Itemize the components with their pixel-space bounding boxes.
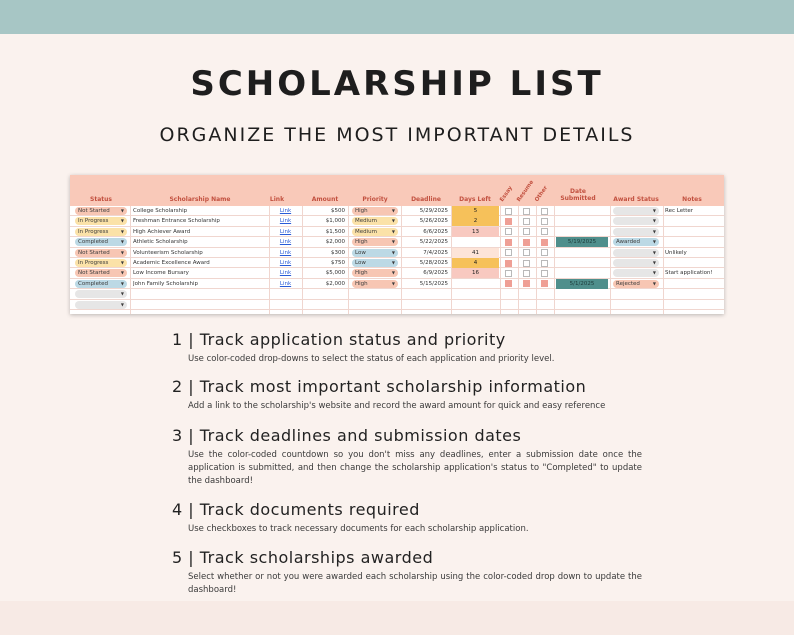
priority-dropdown[interactable]	[352, 228, 398, 236]
step-3	[172, 426, 642, 488]
other-checkbox[interactable]	[541, 239, 548, 246]
grid-line	[663, 206, 664, 314]
days-left: 16	[452, 268, 499, 278]
step-description: Add a link to the scholarship's website and record the award amount for quick and easy reference	[188, 401, 606, 411]
table-row	[70, 300, 724, 310]
priority-dropdown-value: Medium	[355, 228, 377, 235]
header-essay: Essay	[499, 185, 515, 203]
header-other: Other	[534, 185, 550, 203]
page-title: SCHOLARSHIP LIST	[190, 64, 604, 104]
grid-line	[269, 206, 270, 314]
status-dropdown-value: In Progress	[78, 260, 109, 266]
essay-checkbox[interactable]	[505, 280, 512, 287]
priority-dropdown-value: Low	[355, 249, 366, 256]
table-row	[70, 206, 724, 216]
status-dropdown-value: Not Started	[78, 249, 110, 256]
dropdown-arrow-icon: ▼	[652, 208, 656, 213]
dropdown-arrow-icon: ▼	[652, 280, 656, 286]
table-row	[70, 289, 724, 299]
priority-dropdown-value: High	[355, 270, 368, 277]
scholarship-link[interactable]: Link	[279, 218, 292, 225]
resume-checkbox[interactable]	[523, 218, 530, 225]
amount: $2,000	[325, 239, 345, 246]
notes: Start application!	[665, 270, 713, 277]
scholarship-name: College Scholarship	[133, 208, 188, 214]
resume-checkbox[interactable]	[523, 208, 530, 215]
dropdown-arrow-icon: ▼	[120, 291, 124, 297]
table-row	[70, 216, 724, 226]
priority-dropdown[interactable]	[352, 280, 398, 288]
grid-line	[518, 206, 519, 314]
step-1	[172, 330, 642, 366]
notes: Unlikely	[665, 249, 687, 256]
grid-line	[536, 206, 537, 314]
status-dropdown[interactable]	[75, 207, 127, 215]
header-resume: Resume	[516, 179, 536, 203]
deadline: 7/4/2025	[423, 249, 448, 256]
amount: $500	[331, 208, 345, 214]
days-left: 5	[452, 206, 499, 216]
priority-dropdown-value: High	[355, 280, 368, 287]
step-2	[172, 377, 642, 413]
status-dropdown[interactable]	[75, 301, 127, 309]
sheet-header-row	[70, 175, 724, 206]
table-row	[70, 227, 724, 237]
table-row	[70, 248, 724, 258]
dropdown-arrow-icon: ▼	[652, 249, 656, 255]
header-amount: Amount	[311, 196, 339, 203]
scholarship-link[interactable]: Link	[279, 208, 292, 214]
award-status-dropdown-value: Awarded	[616, 239, 640, 246]
status-dropdown-value: Not Started	[78, 270, 110, 277]
deadline: 5/29/2025	[419, 208, 448, 214]
status-dropdown-value: Completed	[78, 280, 108, 287]
step-4	[172, 500, 642, 536]
table-row	[70, 237, 724, 247]
dropdown-arrow-icon: ▼	[120, 270, 124, 276]
dropdown-arrow-icon: ▼	[120, 260, 124, 265]
status-dropdown[interactable]	[75, 228, 127, 236]
deadline: 6/6/2025	[423, 228, 448, 235]
step-heading: 2 | Track most important scholarship information	[172, 377, 587, 396]
header-award-status: Award Status	[613, 196, 659, 203]
other-checkbox[interactable]	[541, 270, 548, 277]
scholarship-link[interactable]: Link	[279, 270, 292, 277]
dropdown-arrow-icon: ▼	[120, 208, 124, 213]
award-status-dropdown[interactable]	[613, 228, 659, 236]
dropdown-arrow-icon: ▼	[652, 228, 656, 234]
status-dropdown-value: In Progress	[78, 218, 109, 225]
dropdown-arrow-icon: ▼	[391, 249, 395, 255]
resume-checkbox[interactable]	[523, 270, 530, 277]
status-dropdown[interactable]	[75, 290, 127, 298]
step-description: Use the color-coded countdown so you don't miss any deadlines, enter a submission date once the application is submitted, and then change the scholarship application's status to "Completed" to update the dashboard!	[188, 450, 642, 486]
grid-line	[500, 206, 501, 314]
dropdown-arrow-icon: ▼	[391, 228, 395, 234]
award-status-dropdown[interactable]	[613, 217, 659, 225]
grid-line	[302, 206, 303, 314]
priority-dropdown[interactable]	[352, 238, 398, 246]
other-checkbox[interactable]	[541, 228, 548, 235]
header-scholarship-name: Scholarship Name	[169, 196, 231, 203]
table-row	[70, 268, 724, 278]
deadline: 5/15/2025	[419, 280, 448, 287]
scholarship-name: Academic Excellence Award	[133, 260, 210, 266]
dropdown-arrow-icon: ▼	[120, 239, 124, 245]
header-link: Link	[269, 196, 285, 203]
amount: $2,000	[325, 280, 345, 287]
priority-dropdown[interactable]	[352, 269, 398, 277]
bottom-band	[0, 601, 794, 635]
status-dropdown[interactable]	[75, 259, 127, 267]
scholarship-name: John Family Scholarship	[133, 280, 199, 287]
dropdown-arrow-icon: ▼	[391, 270, 395, 276]
resume-checkbox[interactable]	[523, 280, 530, 287]
dropdown-arrow-icon: ▼	[652, 239, 656, 245]
priority-dropdown-value: Medium	[355, 218, 377, 225]
days-left: 41	[452, 248, 499, 258]
header-priority: Priority	[362, 196, 388, 203]
essay-checkbox[interactable]	[505, 260, 512, 267]
deadline: 5/26/2025	[419, 218, 448, 225]
dropdown-arrow-icon: ▼	[391, 218, 395, 224]
scholarship-name: Volunteerism Scholarship	[133, 249, 203, 256]
status-dropdown[interactable]	[75, 238, 127, 246]
header-status: Status	[90, 196, 112, 203]
scholarship-spreadsheet	[70, 175, 724, 314]
step-heading: 1 | Track application status and priority	[172, 330, 506, 349]
days-left: 2	[452, 216, 499, 226]
award-status-dropdown[interactable]	[613, 259, 659, 267]
dropdown-arrow-icon: ▼	[391, 208, 395, 213]
grid-line	[554, 206, 555, 314]
step-heading: 4 | Track documents required	[172, 500, 420, 519]
priority-dropdown[interactable]	[352, 207, 398, 215]
other-checkbox[interactable]	[541, 280, 548, 287]
grid-line	[401, 206, 402, 314]
priority-dropdown-value: High	[355, 239, 368, 246]
step-heading: 5 | Track scholarships awarded	[172, 548, 434, 567]
step-description: Use color-coded drop-downs to select the status of each application and priority level.	[188, 354, 555, 364]
deadline: 5/28/2025	[419, 260, 448, 266]
essay-checkbox[interactable]	[505, 249, 512, 256]
award-status-dropdown[interactable]	[613, 249, 659, 257]
dropdown-arrow-icon: ▼	[391, 280, 395, 286]
deadline: 5/22/2025	[419, 239, 448, 246]
scholarship-link[interactable]: Link	[279, 280, 292, 287]
priority-dropdown-value: Low	[355, 260, 366, 266]
priority-dropdown-value: High	[355, 208, 368, 214]
dropdown-arrow-icon: ▼	[120, 301, 124, 307]
essay-checkbox[interactable]	[505, 270, 512, 277]
amount: $750	[331, 260, 345, 266]
status-dropdown[interactable]	[75, 249, 127, 257]
header-notes: Notes	[682, 196, 702, 203]
status-dropdown[interactable]	[75, 269, 127, 277]
dropdown-arrow-icon: ▼	[120, 280, 124, 286]
award-status-dropdown[interactable]	[613, 207, 659, 215]
resume-checkbox[interactable]	[523, 228, 530, 235]
resume-checkbox[interactable]	[523, 249, 530, 256]
notes: Rec Letter	[665, 208, 694, 214]
resume-checkbox[interactable]	[523, 239, 530, 246]
page-subtitle: ORGANIZE THE MOST IMPORTANT DETAILS	[159, 124, 635, 146]
scholarship-name: Freshman Entrance Scholarship	[133, 218, 220, 225]
step-heading: 3 | Track deadlines and submission dates	[172, 426, 522, 445]
award-status-dropdown[interactable]	[613, 238, 659, 246]
status-dropdown-value: In Progress	[78, 228, 109, 235]
header-date-submitted: Date Submitted	[560, 188, 596, 202]
deadline: 6/9/2025	[423, 270, 448, 277]
scholarship-name: Low Income Bursary	[133, 270, 189, 277]
amount: $5,000	[325, 270, 345, 277]
step-description: Use checkboxes to track necessary documents for each scholarship application.	[188, 524, 529, 534]
amount: $1,500	[325, 228, 345, 235]
dropdown-arrow-icon: ▼	[652, 260, 656, 265]
status-dropdown-value: Not Started	[78, 208, 110, 214]
scholarship-name: Athletic Scholarship	[133, 239, 188, 246]
scholarship-link[interactable]: Link	[279, 239, 292, 246]
grid-line	[610, 206, 611, 314]
header-deadline: Deadline	[411, 196, 441, 203]
scholarship-link[interactable]: Link	[279, 260, 292, 266]
table-row	[70, 258, 724, 268]
date-submitted: 5/1/2025	[556, 279, 608, 289]
table-row	[70, 279, 724, 289]
days-left: 13	[452, 227, 499, 237]
status-dropdown[interactable]	[75, 217, 127, 225]
top-band	[0, 0, 794, 34]
priority-dropdown[interactable]	[352, 249, 398, 257]
step-description: Select whether or not you were awarded each scholarship using the color-coded drop down to update the dashboard!	[188, 572, 642, 595]
essay-checkbox[interactable]	[505, 239, 512, 246]
scholarship-link[interactable]: Link	[279, 228, 292, 235]
step-5	[172, 548, 642, 597]
resume-checkbox[interactable]	[523, 260, 530, 267]
award-status-dropdown[interactable]	[613, 280, 659, 288]
other-checkbox[interactable]	[541, 218, 548, 225]
award-status-dropdown-value: Rejected	[616, 280, 640, 287]
essay-checkbox[interactable]	[505, 208, 512, 215]
status-dropdown-value: Completed	[78, 239, 108, 246]
priority-dropdown[interactable]	[352, 259, 398, 267]
grid-line	[130, 206, 131, 314]
dropdown-arrow-icon: ▼	[652, 218, 656, 224]
grid-line	[348, 206, 349, 314]
date-submitted: 5/19/2025	[556, 237, 608, 247]
dropdown-arrow-icon: ▼	[652, 270, 656, 276]
dropdown-arrow-icon: ▼	[120, 228, 124, 234]
award-status-dropdown[interactable]	[613, 269, 659, 277]
dropdown-arrow-icon: ▼	[120, 218, 124, 224]
header-days-left: Days Left	[459, 196, 491, 203]
other-checkbox[interactable]	[541, 208, 548, 215]
other-checkbox[interactable]	[541, 260, 548, 267]
scholarship-name: High Achiever Award	[133, 228, 191, 235]
essay-checkbox[interactable]	[505, 228, 512, 235]
days-left: 4	[452, 258, 499, 268]
status-dropdown[interactable]	[75, 280, 127, 288]
amount: $300	[331, 249, 345, 256]
dropdown-arrow-icon: ▼	[120, 249, 124, 255]
essay-checkbox[interactable]	[505, 218, 512, 225]
dropdown-arrow-icon: ▼	[391, 260, 395, 265]
other-checkbox[interactable]	[541, 249, 548, 256]
amount: $1,000	[325, 218, 345, 225]
scholarship-link[interactable]: Link	[279, 249, 292, 256]
dropdown-arrow-icon: ▼	[391, 239, 395, 245]
grid-line	[451, 206, 452, 314]
priority-dropdown[interactable]	[352, 217, 398, 225]
